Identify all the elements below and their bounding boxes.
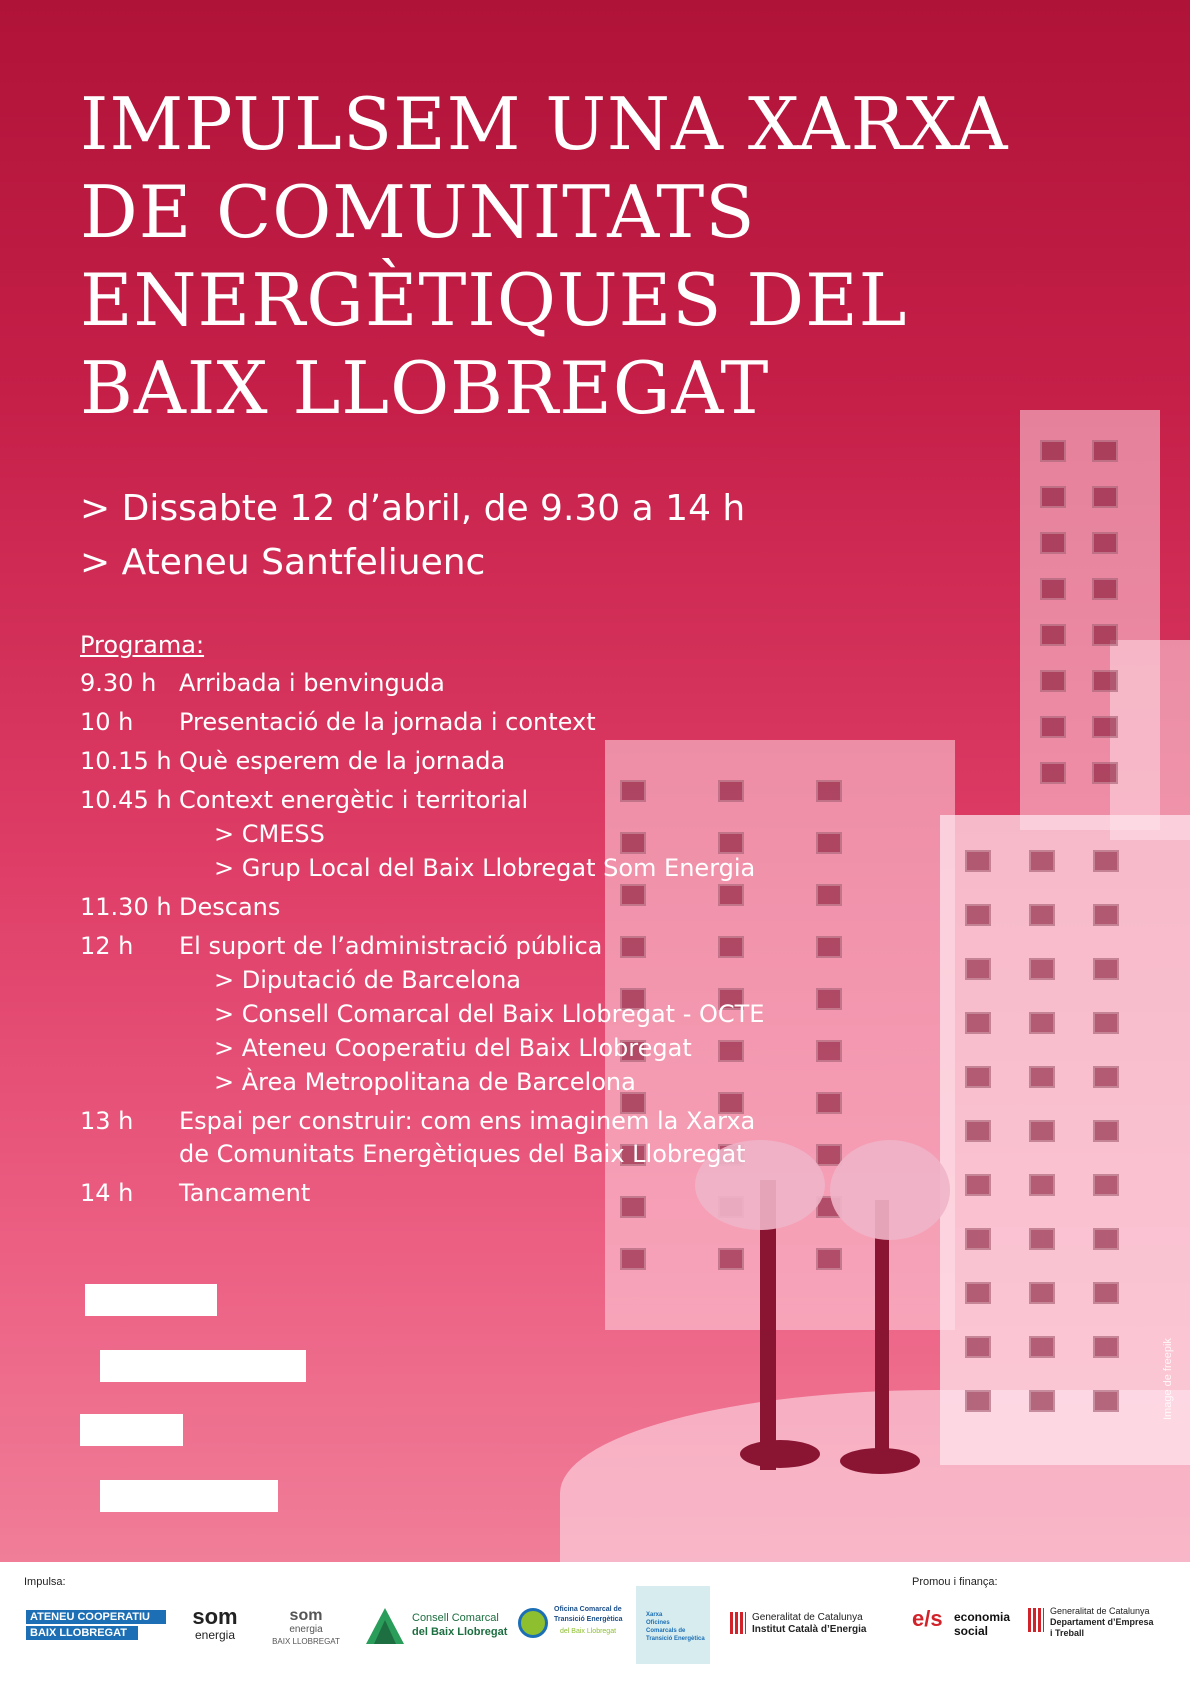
building-window [1093, 1336, 1119, 1358]
title-line: IMPULSEM UNA XARXA [80, 82, 1009, 166]
som-local-word: som [289, 1607, 323, 1624]
building-window [1092, 578, 1118, 600]
gencat-flag-icon [1028, 1608, 1044, 1632]
building-window [1029, 1012, 1055, 1034]
image-credit: Image de freepik [1162, 1338, 1174, 1420]
program-subitem: > Ateneu Cooperatiu del Baix Llobregat [214, 1034, 692, 1062]
building-window [1040, 486, 1066, 508]
building-window [1029, 1228, 1055, 1250]
building-window [1092, 486, 1118, 508]
program-subitem: > Àrea Metropolitana de Barcelona [214, 1068, 636, 1096]
program-subitem: > Grup Local del Baix Llobregat Som Energia [214, 854, 756, 882]
octe-line1: Oficina Comarcal de [554, 1606, 622, 1613]
xarxa-line3: Comarcals de [646, 1628, 686, 1634]
program-heading: Programa: [80, 631, 205, 659]
building-window [1093, 850, 1119, 872]
building-window [965, 850, 991, 872]
program-row [80, 890, 800, 924]
tree-right [875, 1200, 889, 1470]
event-venue: > Ateneu Santfeliuenc [80, 542, 486, 583]
bulb-icon [518, 1608, 548, 1638]
building-window [1093, 1012, 1119, 1034]
building-window [965, 1390, 991, 1412]
program-subitem: > Diputació de Barcelona [214, 966, 521, 994]
program-desc: Presentació de la jornada i context [179, 708, 596, 736]
building-window [816, 832, 842, 854]
building-window [816, 1040, 842, 1062]
program-row [80, 1137, 800, 1171]
tree-base-right [840, 1448, 920, 1474]
xarxa-line1: Xarxa [646, 1612, 663, 1618]
octe-line3: del Baix Llobregat [560, 1628, 617, 1635]
program-row [80, 1176, 800, 1210]
som-local-sub: BAIX LLOBREGAT [272, 1637, 340, 1646]
consell-line2: del Baix Llobregat [412, 1626, 508, 1638]
building-window [1029, 1390, 1055, 1412]
building-window [965, 1282, 991, 1304]
program-time: 10.15 h [80, 747, 172, 775]
building-window [1093, 1174, 1119, 1196]
building-window [1040, 670, 1066, 692]
program-row [80, 744, 800, 778]
white-bar [100, 1350, 306, 1382]
building-window [965, 904, 991, 926]
footer-logos [0, 1562, 1190, 1683]
building-window [1040, 716, 1066, 738]
building-window [965, 958, 991, 980]
xarxa-line2: Oficines [646, 1620, 670, 1626]
program-desc: Descans [179, 893, 281, 921]
xarxa-oficines-logo [636, 1586, 710, 1664]
program-list [80, 666, 800, 1210]
title-line: DE COMUNITATS [80, 170, 756, 254]
program-subitem: > CMESS [214, 820, 325, 848]
program-desc: Què esperem de la jornada [179, 747, 506, 775]
building-window [1029, 1066, 1055, 1088]
tree-right-crown [830, 1140, 950, 1240]
building-window [1029, 1120, 1055, 1142]
es-line1: economia [954, 1610, 1011, 1624]
som-energia-local-logo [268, 1608, 344, 1648]
building-window [965, 1174, 991, 1196]
building-window [816, 936, 842, 958]
building-window [1093, 1228, 1119, 1250]
white-bar [100, 1480, 278, 1512]
som-energia-word: som [192, 1604, 238, 1629]
building-window [1040, 762, 1066, 784]
gencat-icaen-line1: Generalitat de Catalunya [752, 1612, 863, 1623]
gencat-treball-line1: Generalitat de Catalunya [1050, 1606, 1150, 1616]
building-window [718, 1248, 744, 1270]
building-window [1040, 578, 1066, 600]
program-desc: Espai per construir: com ens imaginem la Xarxa [179, 1107, 756, 1135]
building-window [1029, 850, 1055, 872]
event-details [80, 482, 745, 590]
building-window [1093, 1390, 1119, 1412]
som-local-energia: energia [289, 1624, 323, 1635]
gencat-treball-logo [1028, 1606, 1178, 1646]
program-desc: Arribada i benvinguda [179, 669, 445, 697]
som-energia-sub: energia [194, 1628, 236, 1642]
program-time: 10.45 h [80, 786, 172, 814]
building-window [1093, 904, 1119, 926]
consell-comarcal-logo [364, 1606, 508, 1646]
building-window [1092, 716, 1118, 738]
program-row [80, 929, 800, 963]
program-desc: Context energètic i territorial [179, 786, 529, 814]
program-row [80, 1104, 800, 1138]
building-window [1040, 532, 1066, 554]
building-window [1029, 904, 1055, 926]
building-window [816, 780, 842, 802]
building-window [816, 884, 842, 906]
xarxa-line4: Transició Energètica [646, 1636, 705, 1642]
building-window [1092, 532, 1118, 554]
building-window [1040, 440, 1066, 462]
program-time: 9.30 h [80, 669, 157, 697]
building-window [1093, 1282, 1119, 1304]
program-desc: de Comunitats Energètiques del Baix Llobregat [179, 1140, 746, 1168]
program-desc: El suport de l’administració pública [179, 932, 603, 960]
building-window [1093, 1066, 1119, 1088]
octe-line2: Transició Energètica [554, 1616, 623, 1623]
program-row [80, 666, 800, 700]
consell-line1: Consell Comarcal [412, 1612, 499, 1624]
title-line: BAIX LLOBREGAT [80, 346, 770, 430]
building-window [1040, 624, 1066, 646]
impulsa-label: Impulsa: [24, 1576, 66, 1588]
program-time [80, 1137, 179, 1171]
program [80, 628, 800, 1215]
building-window [965, 1120, 991, 1142]
building-window [1092, 670, 1118, 692]
event-date: > Dissabte 12 d’abril, de 9.30 a 14 h [80, 488, 746, 529]
building-window [965, 1066, 991, 1088]
consell-tree-icon [364, 1606, 406, 1646]
building-window [1029, 1336, 1055, 1358]
building-window [816, 1248, 842, 1270]
building-far-right [1110, 640, 1190, 840]
tree-base-left [740, 1440, 820, 1468]
building-window [1092, 440, 1118, 462]
program-time: 11.30 h [80, 893, 172, 921]
building-window [1093, 958, 1119, 980]
gencat-icaen-logo [730, 1610, 900, 1640]
gencat-treball-line2: Departament d’Empresa [1050, 1617, 1154, 1627]
building-window [1092, 624, 1118, 646]
building-window [1029, 1174, 1055, 1196]
program-time: 14 h [80, 1179, 134, 1207]
building-window [965, 1228, 991, 1250]
building-window [965, 1336, 991, 1358]
ateneu-logo-line2: BAIX LLOBREGAT [26, 1626, 138, 1640]
program-time: 12 h [80, 932, 134, 960]
es-line2: social [954, 1624, 989, 1638]
ateneu-logo-line1: ATENEU COOPERATIU [26, 1610, 166, 1624]
gencat-treball-line3: i Treball [1050, 1628, 1085, 1638]
program-subitem: > Consell Comarcal del Baix Llobregat - OCTE [214, 1000, 765, 1028]
es-mark: e/s [912, 1606, 943, 1631]
program-row [80, 705, 800, 739]
gencat-icaen-line2: Institut Català d’Energia [752, 1624, 867, 1635]
building-window [1093, 1120, 1119, 1142]
building-window [965, 1012, 991, 1034]
event-title [80, 80, 1120, 432]
octe-logo [518, 1604, 628, 1648]
building-window [1092, 762, 1118, 784]
gencat-flag-icon [730, 1612, 746, 1634]
som-energia-logo [176, 1606, 254, 1642]
economia-social-logo [912, 1606, 1022, 1642]
program-desc: Tancament [179, 1179, 311, 1207]
building-window [1029, 958, 1055, 980]
promou-label: Promou i finança: [912, 1576, 998, 1588]
white-bar [80, 1414, 183, 1446]
white-bar [85, 1284, 217, 1316]
building-window [620, 1248, 646, 1270]
building-window [816, 1092, 842, 1114]
program-time: 13 h [80, 1107, 134, 1135]
ateneu-cooperatiu-logo [26, 1610, 166, 1640]
building-window [1029, 1282, 1055, 1304]
program-row [80, 783, 800, 817]
title-line: ENERGÈTIQUES DEL [80, 258, 908, 342]
building-window [816, 988, 842, 1010]
program-time: 10 h [80, 708, 134, 736]
